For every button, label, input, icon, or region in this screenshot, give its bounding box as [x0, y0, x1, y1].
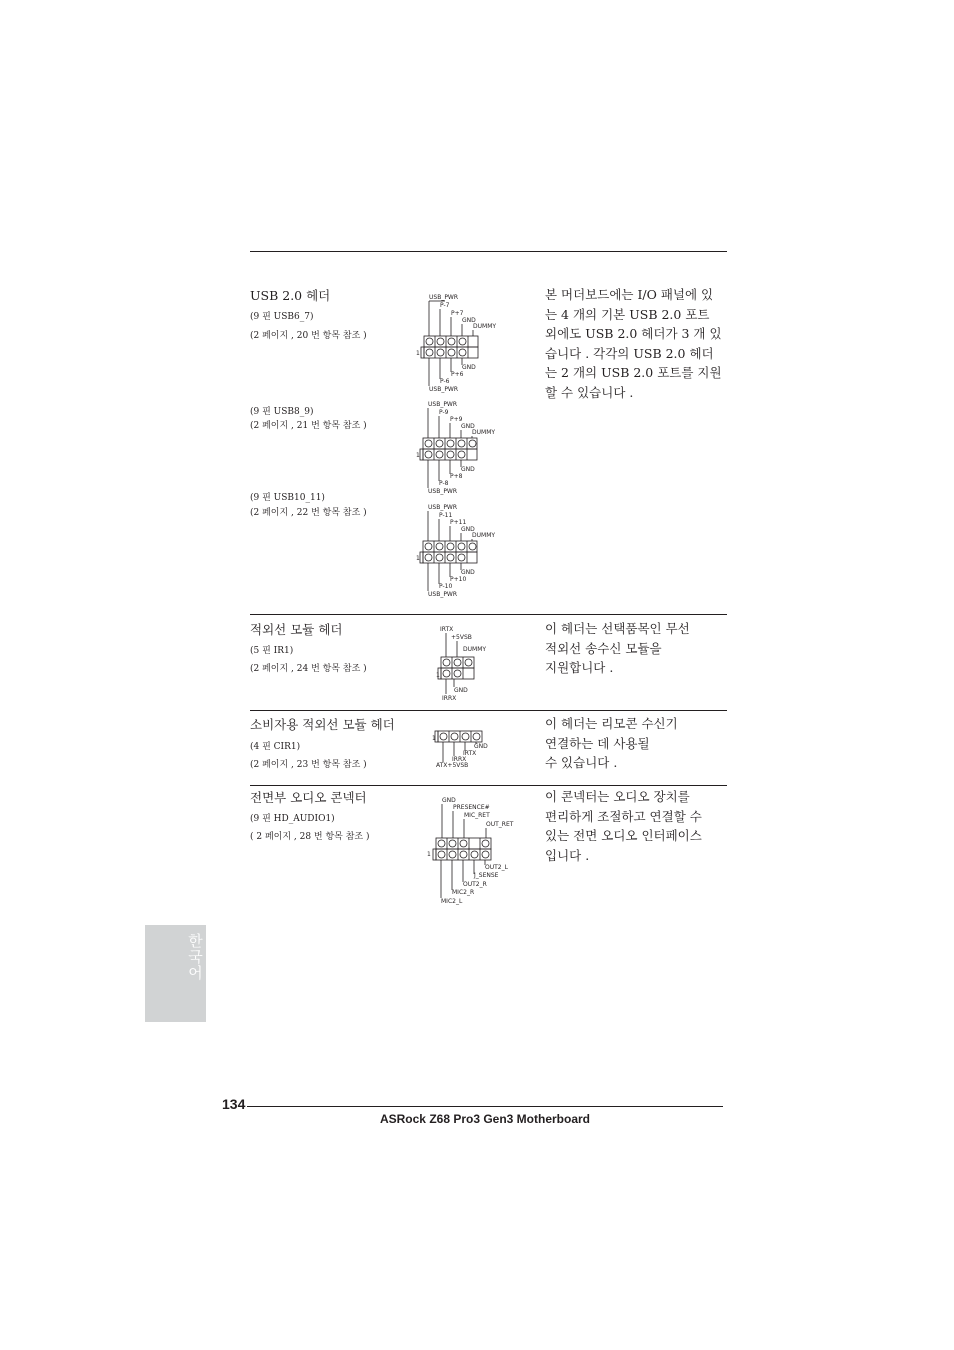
ir-desc-line: 적외선 송수신 모듈을: [545, 640, 662, 656]
diagram-label: ATX+5VSB: [436, 762, 469, 769]
diagram-label: 1: [432, 735, 436, 742]
diagram-label: IRRX: [442, 695, 457, 702]
diagram-label: 1: [427, 851, 431, 858]
diagram-label: USB_PWR: [429, 386, 459, 393]
usb-desc-line: 외에도 USB 2.0 헤더가 3 개 있: [545, 326, 722, 341]
diagram-label: IRTX: [440, 626, 454, 633]
audio-ref: ( 2 페이지 , 28 번 항목 참조 ): [250, 832, 370, 842]
usb6-7-pin-diagram: [415, 290, 505, 395]
diagram-label: DUMMY: [472, 532, 496, 539]
diagram-label: P+9: [450, 416, 463, 423]
diagram-label: DUMMY: [463, 646, 487, 653]
usb10-11-pin-diagram: [415, 500, 505, 600]
ir-header-title: 적외선 모듈 헤더: [250, 622, 343, 637]
diagram-label: GND: [461, 569, 475, 576]
usb-pin-3: (9 핀 USB10_11): [250, 493, 325, 503]
diagram-label: DUMMY: [472, 429, 496, 436]
usb-description: [545, 285, 725, 402]
audio-pin: (9 핀 HD_AUDIO1): [250, 814, 335, 824]
cir-desc-line: 이 헤더는 리모콘 수신기: [545, 716, 678, 731]
diagram-label: P+8: [450, 473, 463, 480]
diagram-label: GND: [461, 526, 475, 533]
diagram-label: MIC2_R: [452, 889, 475, 896]
usb-desc-line: 는 2 개의 USB 2.0 포트를 지원: [545, 365, 722, 380]
diagram-label: J_SENSE: [474, 872, 499, 879]
diagram-label: GND: [462, 317, 476, 324]
footer-rule: [247, 1106, 723, 1107]
usb8-9-pin-diagram: [415, 397, 505, 497]
usb-ref-2: (2 페이지 , 21 번 항목 참조 ): [250, 421, 367, 431]
audio-description: [545, 787, 725, 865]
diagram-label: OUT2_L: [485, 864, 508, 871]
diagram-label: IRRX: [452, 756, 467, 763]
diagram-label: 1: [416, 555, 420, 562]
section-divider: [250, 785, 727, 786]
usb-desc-line: 본 머더보드에는 I/O 패널에 있: [545, 287, 714, 302]
usb-desc-line: 는 4 개의 기본 USB 2.0 포트: [545, 306, 710, 322]
ir-desc-line: 지원합니다 .: [545, 660, 614, 675]
cir-desc-line: 수 있습니다 .: [545, 755, 618, 770]
usb-pin-2: (9 핀 USB8_9): [250, 407, 314, 417]
diagram-label: GND: [474, 743, 488, 750]
section-divider: [250, 614, 727, 615]
diagram-label: P+10: [450, 576, 467, 583]
audio-header-title: 전면부 오디오 콘넥터: [250, 790, 367, 805]
diagram-label: GND: [442, 797, 456, 804]
cir-description: [545, 714, 725, 773]
usb-desc-line: 할 수 있습니다 .: [545, 384, 634, 400]
diagram-label: USB_PWR: [428, 401, 458, 408]
diagram-label: 1: [416, 350, 420, 357]
ir-pin: (5 핀 IR1): [250, 646, 294, 656]
language-tab-label: 한국어: [186, 933, 204, 981]
diagram-label: P+6: [451, 371, 464, 378]
diagram-label: MIC2_L: [441, 898, 463, 905]
top-rule: [250, 251, 727, 252]
diagram-label: +5VSB: [451, 634, 472, 641]
hd-audio-pin-diagram: [425, 793, 525, 908]
diagram-label: 1: [416, 452, 420, 459]
ir-ref: (2 페이지 , 24 번 항목 참조 ): [250, 664, 367, 674]
diagram-label: P-9: [439, 409, 449, 416]
cir-pin-diagram: [432, 727, 502, 771]
audio-desc-line: 이 콘넥터는 오디오 장치를: [545, 789, 690, 804]
diagram-label: USB_PWR: [428, 591, 458, 598]
ir-description: [545, 619, 725, 678]
diagram-label: USB_PWR: [429, 294, 459, 301]
diagram-label: GND: [462, 364, 476, 371]
usb-header-title: USB 2.0 헤더: [250, 288, 331, 303]
cir-desc-line: 연결하는 데 사용될: [545, 735, 650, 751]
audio-desc-line: 입니다 .: [545, 847, 590, 863]
diagram-label: USB_PWR: [428, 504, 458, 511]
diagram-label: GND: [454, 687, 468, 694]
cir-ref: (2 페이지 , 23 번 항목 참조 ): [250, 760, 367, 770]
diagram-label: P-6: [440, 378, 450, 385]
language-side-tab: [145, 925, 206, 1022]
cir-header-title: 소비자용 적외선 모듈 헤더: [250, 717, 395, 732]
diagram-label: P+11: [450, 519, 467, 526]
diagram-label: P-8: [439, 480, 449, 487]
section-divider: [250, 710, 727, 711]
diagram-label: MIC_RET: [464, 812, 490, 819]
diagram-label: OUT2_R: [463, 881, 487, 888]
diagram-label: P+7: [451, 310, 464, 317]
diagram-label: OUT_RET: [486, 821, 514, 828]
diagram-label: P-7: [440, 302, 450, 309]
diagram-label: PRESENCE#: [453, 804, 490, 811]
footer-product-name: ASRock Z68 Pro3 Gen3 Motherboard: [379, 1112, 591, 1126]
diagram-label: GND: [461, 423, 475, 430]
usb-desc-line: 습니다 . 각각의 USB 2.0 헤더: [545, 345, 714, 361]
page-number: 134: [222, 1096, 246, 1112]
diagram-label: IRTX: [463, 750, 477, 757]
usb-ref-3: (2 페이지 , 22 번 항목 참조 ): [250, 508, 367, 518]
cir-pin: (4 핀 CIR1): [250, 742, 301, 752]
usb-ref-1: (2 페이지 , 20 번 항목 참조 ): [250, 331, 367, 341]
audio-desc-line: 편리하게 조절하고 연결할 수: [545, 808, 702, 824]
usb-pin-1: (9 핀 USB6_7): [250, 312, 314, 322]
diagram-label: DUMMY: [473, 323, 497, 330]
audio-desc-line: 있는 전면 오디오 인터페이스: [545, 828, 702, 843]
diagram-label: USB_PWR: [428, 488, 458, 495]
diagram-label: GND: [461, 466, 475, 473]
diagram-label: P-11: [439, 512, 453, 519]
diagram-label: 1: [436, 672, 440, 679]
ir-pin-diagram: [435, 622, 505, 704]
ir-desc-line: 이 헤더는 선택품목인 무선: [545, 621, 690, 636]
diagram-label: P-10: [439, 583, 453, 590]
